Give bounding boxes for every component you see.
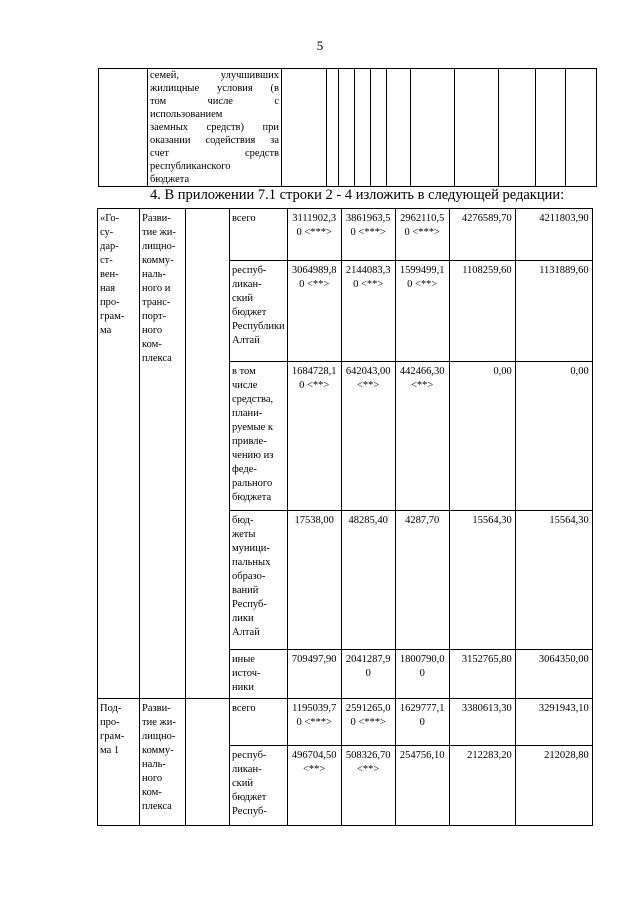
value-cell-1: 1195039,70 <***> [287,699,341,746]
description-line: семей, улучшивших [150,70,279,81]
value-cell-3: 1629777,10 [395,699,449,746]
value-cell-2: 642043,00 <**> [341,362,395,511]
value-cell-2: 2591265,00 <***> [341,699,395,746]
funding-source-cell: всего [230,699,288,746]
value-cell-4: 1108259,60 [449,261,515,362]
page-number: 5 [316,38,324,53]
value-cell-2: 48285,40 [341,511,395,650]
description-text [148,69,281,186]
value-cell-4: 4276589,70 [449,209,515,261]
value-cell-5: 15564,30 [515,511,592,650]
value-cell-2: 2144083,30 <**> [341,261,395,362]
value-cell-1: 3111902,30 <***> [287,209,341,261]
funding-source-cell: респуб- ликан- ский бюджет Республики Алтай [230,261,288,362]
value-cell-5: 212028,80 [515,746,592,826]
value-cell-5: 1131889,60 [515,261,592,362]
value-cell-4: 3380613,30 [449,699,515,746]
subprogram-title-cell: Разви- тие жи- лищно- комму- наль- ного ком- плекса [140,699,186,826]
section-heading: 4. В приложении 7.1 строки 2 - 4 изложить в следующей редакции: [150,187,565,203]
continued-table [98,68,597,187]
subprogram-empty-cell [186,699,230,826]
description-line: бюджета [150,174,190,185]
value-cell-5: 0,00 [515,362,592,511]
value-cell-3: 1800790,00 [395,650,449,699]
value-cell-4: 3152765,80 [449,650,515,699]
funding-source-cell: бюд- жеты муници- пальных образо- ваний Респуб- лики Алтай [230,511,288,650]
funding-source-cell: респуб- ликан- ский бюджет Респуб- [230,746,288,826]
value-cell-3: 442466,30 <**> [395,362,449,511]
value-cell-2: 508326,70 <**> [341,746,395,826]
value-cell-5: 3291943,10 [515,699,592,746]
description-line: оказании содействия за [150,135,279,146]
program-empty-cell [186,209,230,699]
description-line: счет средств [150,148,279,159]
description-line: республиканского [150,161,231,172]
table-row [98,699,593,746]
program-name-cell: «Го- су- дар- ст- вен- ная про- грам- ма [98,209,140,699]
value-cell-1: 3064989,80 <**> [287,261,341,362]
value-cell-1: 17538,00 [287,511,341,650]
description-line: том числе с [150,96,279,107]
description-line: заемных средств) при [150,122,279,133]
subprogram-name-cell: Под- про- грам- ма 1 [98,699,140,826]
value-cell-1: 1684728,10 <**> [287,362,341,511]
description-line: использованием [150,109,223,120]
funding-source-cell: иные источ- ники [230,650,288,699]
table-cell [99,69,148,187]
value-cell-2: 2041287,90 [341,650,395,699]
description-line: жилищные условия (в [150,83,279,94]
description-cell [148,69,282,187]
value-cell-4: 0,00 [449,362,515,511]
value-cell-1: 709497,90 [287,650,341,699]
value-cell-3: 4287,70 [395,511,449,650]
value-cell-5: 4211803,90 [515,209,592,261]
value-cell-3: 1599499,10 <**> [395,261,449,362]
appendix-table [97,208,593,826]
table-row [98,209,593,261]
value-cell-4: 15564,30 [449,511,515,650]
program-title-cell: Разви- тие жи- лищно- комму- наль- ного и транс- порт- ного ком- плекса [140,209,186,699]
value-cell-3: 254756,10 [395,746,449,826]
funding-source-cell: в том числе средства, плани- руемые к привле- чению из феде- рального бюджета [230,362,288,511]
value-cell-2: 3861963,50 <***> [341,209,395,261]
funding-source-cell: всего [230,209,288,261]
value-cell-3: 2962110,50 <***> [395,209,449,261]
value-cell-5: 3064350,00 [515,650,592,699]
value-cell-1: 496704,50 <**> [287,746,341,826]
value-cell-4: 212283,20 [449,746,515,826]
